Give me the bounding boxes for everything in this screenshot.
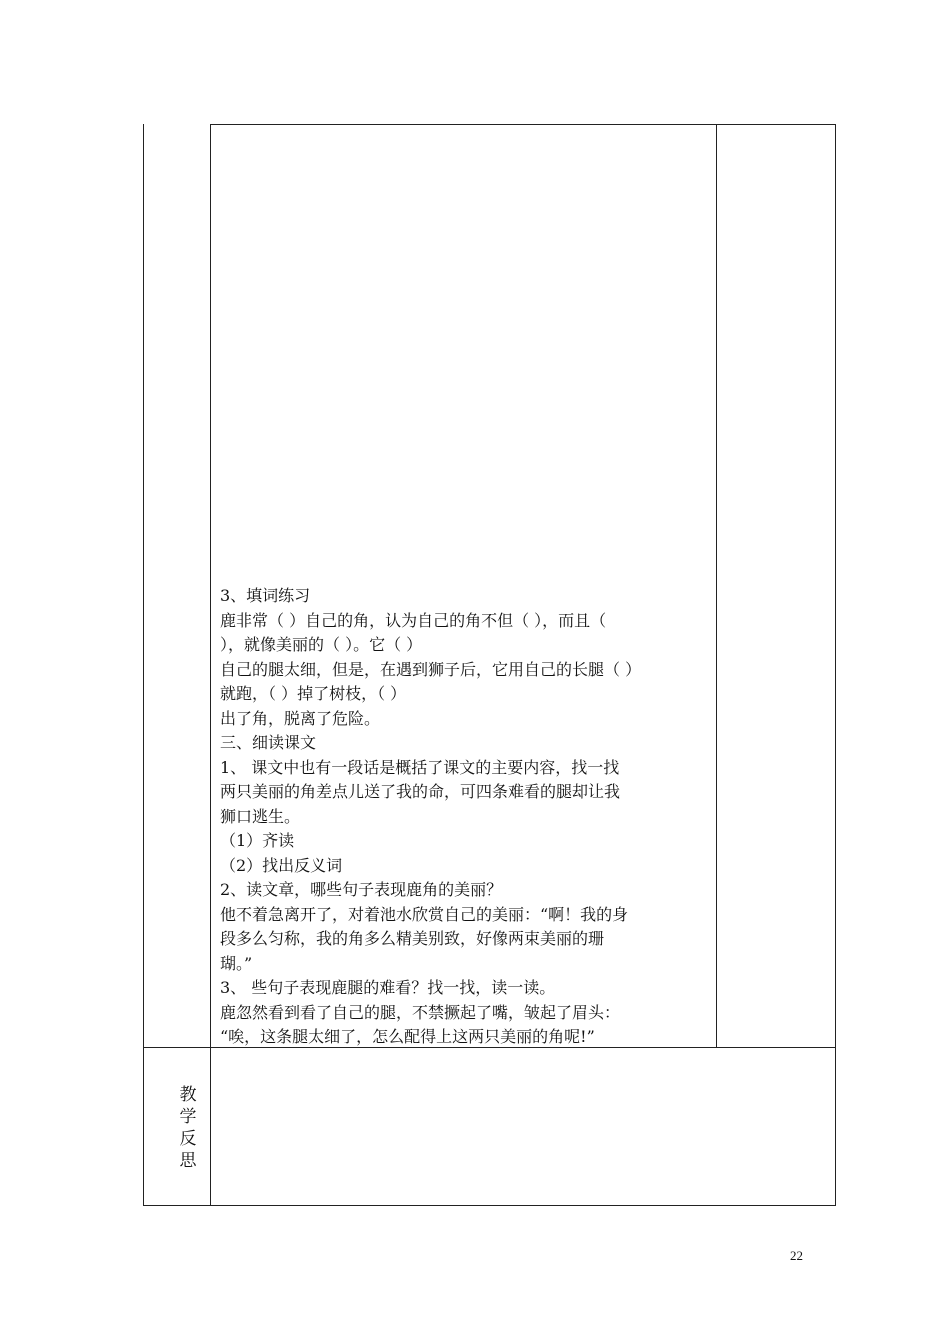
lesson-line: 1、 课文中也有一段话是概括了课文的主要内容，找一找 bbox=[220, 757, 620, 777]
lesson-line: 鹿非常（ ）自己的角，认为自己的角不但（ ），而且（ bbox=[220, 610, 607, 630]
page-number: 22 bbox=[790, 1248, 803, 1263]
reflection-label-char: 学 bbox=[179, 1107, 197, 1127]
lesson-line: 出了角，脱离了危险。 bbox=[220, 708, 381, 728]
lesson-line: “唉，这条腿太细了，怎么配得上这两只美丽的角呢!” bbox=[220, 1027, 595, 1046]
reflection-label-char: 思 bbox=[179, 1151, 197, 1171]
lesson-line: 2、读文章，哪些句子表现鹿角的美丽？ bbox=[220, 880, 503, 899]
inner-left-border bbox=[210, 124, 211, 1206]
bottom-border bbox=[143, 1205, 836, 1206]
reflection-label-char: 教 bbox=[179, 1085, 197, 1105]
lesson-line: 就跑，（ ）掉了树枝，（ ） bbox=[220, 684, 407, 703]
reflection-label-char: 反 bbox=[179, 1129, 197, 1149]
lesson-line: 鹿忽然看到看了自己的腿，不禁撅起了嘴，皱起了眉头： bbox=[220, 1002, 621, 1022]
lesson-line: 自己的腿太细，但是，在遇到狮子后，它用自己的长腿（ ） bbox=[220, 659, 642, 679]
lesson-line: 狮口逃生。 bbox=[220, 806, 301, 826]
lesson-content bbox=[220, 584, 720, 1050]
lesson-line: 3、填词练习 bbox=[220, 586, 311, 605]
top-border bbox=[210, 124, 836, 125]
reflection-label bbox=[176, 1084, 200, 1172]
lesson-line: 瑚。” bbox=[220, 953, 253, 973]
lesson-line: 段多么匀称，我的角多么精美别致，好像两束美丽的珊 bbox=[220, 929, 605, 948]
lesson-line: 两只美丽的角差点儿送了我的命，可四条难看的腿却让我 bbox=[220, 782, 621, 801]
lesson-line: 他不着急离开了，对着池水欣赏自己的美丽：“啊！我的身 bbox=[220, 904, 629, 924]
outer-right-border bbox=[835, 124, 836, 1206]
lesson-line: （1）齐读 bbox=[220, 831, 295, 850]
lesson-line: （2）找出反义词 bbox=[220, 855, 343, 875]
lesson-line: ），就像美丽的（ ）。它（ ） bbox=[220, 635, 423, 654]
outer-left-border bbox=[143, 124, 144, 1206]
lesson-line: 3、 些句子表现鹿腿的难看？找一找，读一读。 bbox=[220, 978, 556, 997]
section-heading: 三、细读课文 bbox=[220, 733, 317, 752]
